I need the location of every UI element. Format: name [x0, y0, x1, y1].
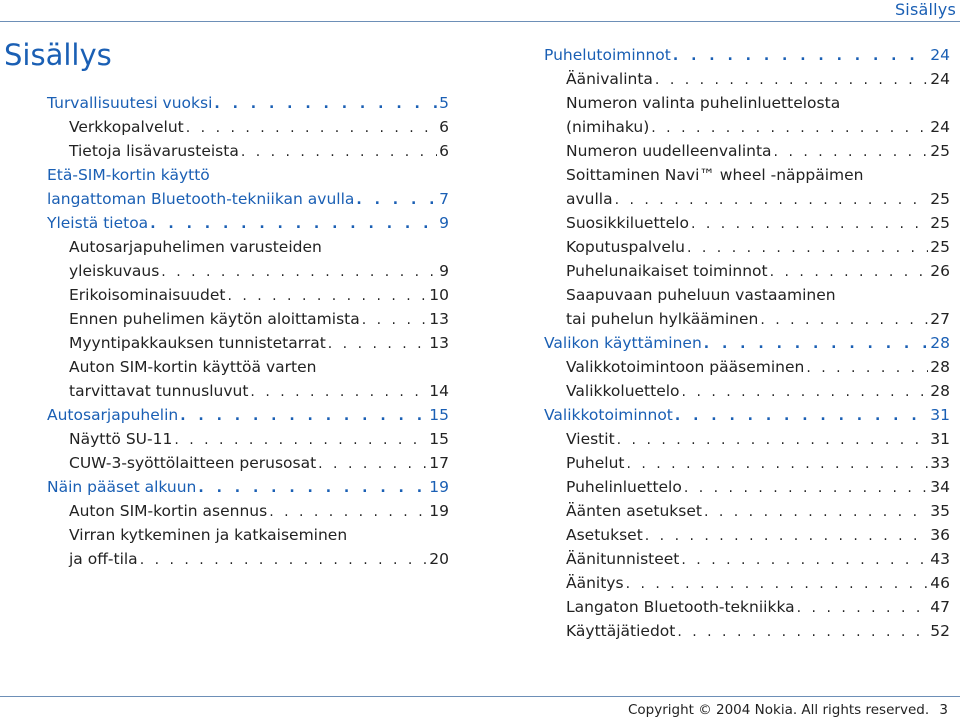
toc-page-number: 33	[930, 454, 950, 472]
dot-leader	[626, 452, 928, 476]
toc-entry-label: Äänivalinta	[566, 70, 653, 88]
toc-entry-label: Valikon käyttäminen	[544, 334, 702, 352]
dot-leader	[269, 500, 427, 524]
toc-subsection-entry[interactable]	[47, 379, 449, 403]
dot-leader	[241, 140, 437, 164]
dot-leader	[687, 236, 928, 260]
toc-entry-label: Auton SIM-kortin asennus	[69, 502, 268, 520]
toc-page-number: 20	[429, 550, 449, 568]
toc-page-number: 17	[429, 454, 449, 472]
toc-subsection-entry[interactable]	[544, 499, 950, 523]
toc-subsection-entry[interactable]	[544, 139, 950, 163]
toc-entry-label: Puhelinluettelo	[566, 478, 682, 496]
dot-leader	[328, 332, 427, 356]
dot-leader	[655, 68, 928, 92]
dot-leader	[651, 116, 928, 140]
toc-page-number: 24	[930, 118, 950, 136]
toc-page-number: 28	[930, 382, 950, 400]
toc-entry-label: ja off-tila	[69, 550, 138, 568]
toc-entry-label: Äänten asetukset	[566, 502, 702, 520]
toc-entry-label: Koputuspalvelu	[566, 238, 685, 256]
toc-page-number: 25	[930, 214, 950, 232]
toc-subsection-entry[interactable]	[47, 451, 449, 475]
dot-leader	[626, 572, 929, 596]
toc-subsection-entry[interactable]	[47, 499, 449, 523]
dot-leader	[673, 44, 928, 68]
toc-subsection-entry[interactable]	[544, 595, 950, 619]
toc-page-number: 28	[930, 334, 950, 352]
toc-page-number: 35	[930, 502, 950, 520]
dot-leader	[704, 500, 928, 524]
dot-leader	[186, 116, 437, 140]
toc-section-entry[interactable]	[47, 475, 449, 499]
toc-page-number: 36	[930, 526, 950, 544]
toc-page-number: 46	[930, 574, 950, 592]
toc-page-number: 26	[930, 262, 950, 280]
toc-page-number: 24	[930, 46, 950, 64]
toc-entry-label: Langaton Bluetooth-tekniikka	[566, 598, 795, 616]
toc-entry-label: Viestit	[566, 430, 615, 448]
toc-subsection-entry[interactable]	[544, 67, 950, 91]
toc-subsection-entry[interactable]	[47, 283, 449, 307]
toc-page-number: 47	[930, 598, 950, 616]
toc-page-number: 52	[930, 622, 950, 640]
toc-subsection-entry[interactable]	[47, 331, 449, 355]
toc-subsection-entry[interactable]	[47, 547, 449, 571]
toc-entry-first-line[interactable]: Auton SIM-kortin käyttöä varten	[69, 358, 317, 376]
toc-entry-label: (nimihaku)	[566, 118, 650, 136]
toc-page-number: 13	[429, 334, 449, 352]
toc-subsection-entry[interactable]	[47, 115, 449, 139]
toc-page-number: 6	[439, 118, 449, 136]
toc-subsection-entry[interactable]	[544, 187, 950, 211]
dot-leader	[150, 212, 437, 236]
toc-page-number: 24	[930, 70, 950, 88]
toc-section-entry[interactable]	[544, 331, 950, 355]
toc-page-number: 19	[429, 502, 449, 520]
toc-entry-label: Erikoisominaisuudet	[69, 286, 226, 304]
toc-entry-label: Näyttö SU-11	[69, 430, 173, 448]
copyright-text: Copyright © 2004 Nokia. All rights reserved.	[627, 702, 930, 718]
dot-leader	[318, 452, 427, 476]
dot-leader	[806, 356, 928, 380]
toc-page-number: 31	[930, 406, 950, 424]
toc-subsection-entry[interactable]	[544, 211, 950, 235]
dot-leader	[617, 428, 929, 452]
toc-entry-label: Puhelunaikaiset toiminnot	[566, 262, 768, 280]
toc-entry-first-line[interactable]: Virran kytkeminen ja katkaiseminen	[69, 526, 348, 544]
toc-left-column	[47, 91, 449, 571]
toc-page-number: 5	[439, 94, 449, 112]
toc-entry-label: tai puhelun hylkääminen	[566, 310, 759, 328]
toc-subsection-entry[interactable]	[544, 379, 950, 403]
dot-leader	[681, 548, 928, 572]
toc-page-number: 25	[930, 142, 950, 160]
toc-page-number: 19	[429, 478, 449, 496]
dot-leader	[140, 548, 428, 572]
dot-leader	[645, 524, 928, 548]
toc-page-number: 15	[429, 430, 449, 448]
toc-entry-label: Valikkoluettelo	[566, 382, 680, 400]
toc-page-number: 34	[930, 478, 950, 496]
page-title: Sisällys	[4, 38, 112, 72]
dot-leader	[214, 92, 437, 116]
toc-subsection-entry[interactable]	[544, 115, 950, 139]
toc-subsection-entry[interactable]	[544, 547, 950, 571]
toc-section-entry[interactable]	[47, 211, 449, 235]
page-number: 3	[939, 702, 948, 718]
toc-entry-label: Ennen puhelimen käytön aloittamista	[69, 310, 360, 328]
toc-subsection-entry[interactable]	[47, 259, 449, 283]
toc-entry-label: tarvittavat tunnusluvut	[69, 382, 249, 400]
toc-subsection-entry[interactable]	[47, 307, 449, 331]
toc-entry-label: Yleistä tietoa	[47, 214, 149, 232]
toc-section-entry[interactable]	[544, 403, 950, 427]
toc-page-number: 27	[930, 310, 950, 328]
toc-page-number: 31	[930, 430, 950, 448]
toc-entry-label: Puhelutoiminnot	[544, 46, 671, 64]
toc-page-number: 25	[930, 190, 950, 208]
toc-page-number: 9	[439, 262, 449, 280]
toc-section-entry[interactable]	[47, 187, 449, 211]
dot-leader	[704, 332, 928, 356]
running-header: Sisällys	[894, 0, 956, 19]
dot-leader	[797, 596, 929, 620]
toc-entry-label: Äänitunnisteet	[566, 550, 680, 568]
toc-entry-label: Numeron uudelleenvalinta	[566, 142, 772, 160]
toc-subsection-entry[interactable]	[544, 451, 950, 475]
toc-subsection-entry[interactable]	[544, 571, 950, 595]
toc-page-number: 13	[429, 310, 449, 328]
dot-leader	[227, 284, 427, 308]
toc-entry-label: avulla	[566, 190, 613, 208]
toc-entry-label: Suosikkiluettelo	[566, 214, 689, 232]
toc-subsection-entry[interactable]	[544, 259, 950, 283]
toc-page-number: 14	[429, 382, 449, 400]
toc-entry-label: Tietoja lisävarusteista	[69, 142, 239, 160]
toc-entry-first-line[interactable]: Etä-SIM-kortin käyttö	[47, 166, 210, 184]
toc-section-entry[interactable]	[544, 43, 950, 67]
toc-subsection-entry[interactable]	[544, 427, 950, 451]
header-rule	[0, 21, 960, 22]
toc-entry-label: Valikkotoimintoon pääseminen	[566, 358, 805, 376]
toc-section-entry[interactable]	[47, 403, 449, 427]
dot-leader	[362, 308, 428, 332]
toc-entry-label: Puhelut	[566, 454, 625, 472]
dot-leader	[682, 380, 929, 404]
toc-subsection-entry[interactable]	[544, 619, 950, 643]
toc-page-number: 9	[439, 214, 449, 232]
toc-right-column	[544, 43, 950, 643]
toc-entry-label: Äänitys	[566, 574, 624, 592]
dot-leader	[356, 188, 437, 212]
toc-entry-first-line[interactable]: Soittaminen Navi™ wheel -näppäimen	[566, 166, 864, 184]
dot-leader	[174, 428, 427, 452]
toc-page-number: 43	[930, 550, 950, 568]
dot-leader	[684, 476, 928, 500]
toc-page-number: 15	[429, 406, 449, 424]
dot-leader	[774, 140, 929, 164]
toc-subsection-entry[interactable]	[544, 235, 950, 259]
dot-leader	[198, 476, 427, 500]
toc-page-number: 10	[429, 286, 449, 304]
toc-entry-label: Käyttäjätiedot	[566, 622, 676, 640]
toc-subsection-entry[interactable]	[544, 355, 950, 379]
toc-entry-label: Valikkotoiminnot	[544, 406, 673, 424]
toc-subsection-entry[interactable]	[544, 523, 950, 547]
toc-entry-label: Asetukset	[566, 526, 643, 544]
toc-entry-label: langattoman Bluetooth-tekniikan avulla	[47, 190, 355, 208]
dot-leader	[615, 188, 929, 212]
toc-page-number: 28	[930, 358, 950, 376]
toc-entry-label: Turvallisuutesi vuoksi	[47, 94, 213, 112]
dot-leader	[677, 620, 928, 644]
toc-subsection-entry[interactable]	[47, 139, 449, 163]
dot-leader	[770, 260, 929, 284]
dot-leader	[161, 260, 437, 284]
toc-page-number: 7	[439, 190, 449, 208]
toc-page-number: 6	[439, 142, 449, 160]
dot-leader	[760, 308, 928, 332]
toc-subsection-entry[interactable]	[544, 307, 950, 331]
toc-entry-first-line[interactable]: Numeron valinta puhelinluettelosta	[566, 94, 841, 112]
footer-rule	[0, 696, 960, 697]
toc-subsection-entry[interactable]	[47, 427, 449, 451]
toc-entry-label: Autosarjapuhelin	[47, 406, 179, 424]
dot-leader	[675, 404, 928, 428]
toc-section-entry[interactable]	[47, 91, 449, 115]
toc-entry-first-line[interactable]: Autosarjapuhelimen varusteiden	[69, 238, 322, 256]
dot-leader	[250, 380, 427, 404]
toc-entry-label: yleiskuvaus	[69, 262, 160, 280]
toc-entry-label: CUW-3-syöttölaitteen perusosat	[69, 454, 317, 472]
dot-leader	[180, 404, 427, 428]
dot-leader	[691, 212, 928, 236]
footer	[628, 702, 948, 718]
toc-page-number: 25	[930, 238, 950, 256]
toc-entry-first-line[interactable]: Saapuvaan puheluun vastaaminen	[566, 286, 836, 304]
toc-entry-label: Verkkopalvelut	[69, 118, 184, 136]
toc-entry-label: Myyntipakkauksen tunnistetarrat	[69, 334, 326, 352]
toc-subsection-entry[interactable]	[544, 475, 950, 499]
toc-entry-label: Näin pääset alkuun	[47, 478, 197, 496]
